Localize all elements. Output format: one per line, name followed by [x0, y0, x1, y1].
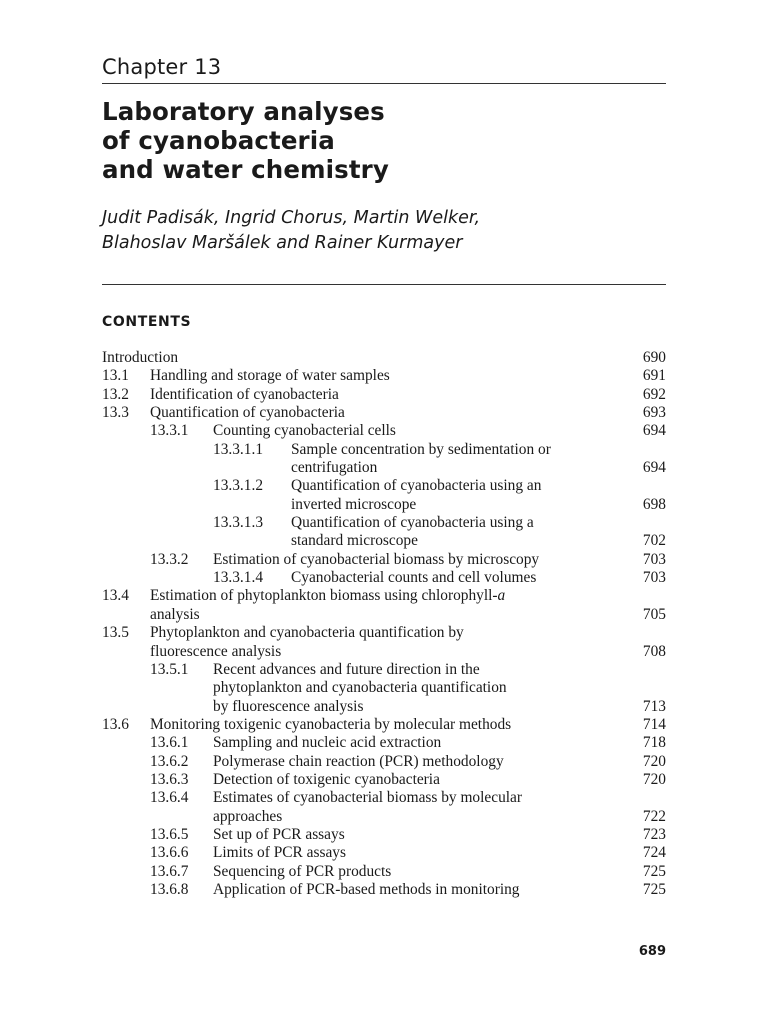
toc-entry: [102, 643, 666, 661]
toc-entry-title: inverted microscope: [291, 495, 417, 513]
toc-entry-number: 13.3: [102, 404, 129, 422]
chapter-title-line: of cyanobacteria: [102, 126, 335, 155]
toc-entry-title: Polymerase chain reaction (PCR) methodology: [213, 752, 504, 770]
toc-entry-title: by fluorescence analysis: [213, 697, 364, 715]
toc-entry-page: 724: [642, 844, 666, 862]
toc-entry-title: centrifugation: [291, 459, 378, 477]
toc-entry-title: Introduction: [102, 349, 179, 366]
toc-entry-number: 13.5: [102, 624, 129, 642]
toc-entry-title: Counting cyanobacterial cells: [213, 422, 396, 440]
toc-entry: [102, 826, 666, 844]
toc-entry-page: 693: [642, 404, 666, 422]
toc-entry-title: phytoplankton and cyanobacteria quantification: [213, 679, 507, 697]
toc-entry-title: Recent advances and future direction in the: [213, 660, 480, 678]
toc-entry-title: Phytoplankton and cyanobacteria quantification by: [150, 624, 464, 642]
toc-entry-page: 694: [642, 459, 666, 477]
toc-entry-page: 708: [642, 642, 666, 660]
toc-entry-page: 725: [642, 862, 666, 880]
toc-entry-title: Estimation of cyanobacterial biomass by microscopy: [213, 550, 540, 568]
toc-entry: [102, 753, 666, 771]
toc-entry-page: 713: [642, 697, 666, 715]
toc-entry: [102, 569, 666, 587]
toc-entry-number: 13.6.5: [150, 825, 189, 843]
toc-entry-number: 13.6.4: [150, 789, 189, 807]
toc-entry-number: 13.6: [102, 715, 129, 733]
toc-entry-title: Limits of PCR assays: [213, 844, 346, 862]
toc-entry: [102, 477, 666, 495]
toc-entry-title: Quantification of cyanobacteria using a: [291, 514, 534, 532]
toc-entry-page: 691: [642, 367, 666, 385]
toc-entry-page: 694: [642, 422, 666, 440]
toc-entry-title: Sequencing of PCR products: [213, 862, 392, 880]
chapter-label: Chapter 13: [102, 55, 222, 79]
toc-entry-number: 13.6.7: [150, 862, 189, 880]
toc-entry: [102, 606, 666, 624]
toc-entry-number: 13.3.1.1: [213, 440, 264, 458]
author-line: Blahoslav Maršálek and Rainer Kurmayer: [102, 232, 463, 253]
toc-entry-title: Sample concentration by sedimentation or: [291, 440, 551, 458]
toc-entry: [102, 514, 666, 532]
book-page: [102, 54, 666, 899]
toc-entry-title: fluorescence analysis: [150, 642, 282, 660]
toc-entry-number: 13.2: [102, 385, 129, 403]
toc-entry: [102, 679, 666, 697]
toc-entry: [102, 441, 666, 459]
toc-entry: [102, 734, 666, 752]
toc-entry-title: standard microscope: [291, 532, 418, 550]
toc-entry: [102, 789, 666, 807]
contents-heading: CONTENTS: [102, 314, 192, 330]
toc-entry-number: 13.5.1: [150, 660, 189, 678]
toc-entry-number: 13.6.1: [150, 734, 189, 752]
toc-entry-number: 13.1: [102, 367, 129, 385]
toc-entry-title: Sampling and nucleic acid extraction: [213, 734, 442, 752]
toc-entry: [102, 496, 666, 514]
toc-entry-title: Detection of toxigenic cyanobacteria: [213, 770, 440, 788]
toc-entry-title: approaches: [213, 807, 283, 825]
header-rule: [102, 83, 666, 84]
section-rule: [102, 284, 666, 285]
table-of-contents: [102, 349, 666, 899]
toc-entry-page: 698: [642, 495, 666, 513]
toc-entry-number: 13.3.2: [150, 550, 189, 568]
toc-entry-page: 690: [642, 349, 666, 366]
toc-entry-title: Quantification of cyanobacteria: [150, 404, 345, 422]
toc-entry-page: 725: [642, 880, 666, 898]
toc-entry: [102, 422, 666, 440]
toc-entry-number: 13.3.1.3: [213, 514, 264, 532]
toc-entry: [102, 367, 666, 385]
toc-entry: [102, 698, 666, 716]
toc-entry-number: 13.6.2: [150, 752, 189, 770]
toc-entry: [102, 863, 666, 881]
chapter-title-line: Laboratory analyses: [102, 97, 385, 126]
toc-entry-number: 13.3.1.2: [213, 477, 264, 495]
toc-entry: [102, 386, 666, 404]
toc-entry-title: analysis: [150, 605, 200, 623]
toc-entry: [102, 881, 666, 899]
toc-entry-page: 705: [642, 605, 666, 623]
toc-entry-title: Quantification of cyanobacteria using an: [291, 477, 542, 495]
toc-entry-page: 692: [642, 385, 666, 403]
page-number: 689: [638, 944, 666, 959]
toc-entry-page: 702: [642, 532, 666, 550]
toc-entry-title: Estimation of phytoplankton biomass using chlorophyll-a: [150, 587, 506, 605]
toc-entry-page: 722: [642, 807, 666, 825]
toc-entry-title: Set up of PCR assays: [213, 825, 345, 843]
author-line: Judit Padisák, Ingrid Chorus, Martin Welker,: [102, 208, 481, 228]
toc-entry-page: 718: [642, 734, 666, 752]
toc-entry: [102, 404, 666, 422]
toc-entry: [102, 551, 666, 569]
toc-entry: [102, 808, 666, 826]
toc-entry-page: 703: [642, 550, 666, 568]
toc-entry-title: Estimates of cyanobacterial biomass by molecular: [213, 789, 522, 807]
toc-entry: [102, 624, 666, 642]
toc-entry-number: 13.6.3: [150, 770, 189, 788]
toc-entry-number: 13.6.6: [150, 844, 189, 862]
toc-entry-number: 13.3.1.4: [213, 569, 264, 587]
toc-entry: [102, 459, 666, 477]
toc-entry: [102, 587, 666, 605]
italic-variable: a: [497, 587, 506, 605]
toc-entry: [102, 716, 666, 734]
toc-entry-title: Identification of cyanobacteria: [150, 385, 339, 403]
authors: [102, 206, 666, 255]
toc-entry-title: Handling and storage of water samples: [150, 367, 390, 385]
toc-entry-title: Monitoring toxigenic cyanobacteria by molecular methods: [150, 715, 512, 733]
toc-entry-title: Application of PCR-based methods in monitoring: [213, 880, 520, 898]
chapter-title: [102, 97, 666, 184]
toc-entry: [102, 349, 666, 367]
toc-entry-page: 703: [642, 569, 666, 587]
toc-entry: [102, 771, 666, 789]
toc-entry-number: 13.6.8: [150, 880, 189, 898]
toc-entry-number: 13.3.1: [150, 422, 189, 440]
toc-entry-page: 720: [642, 770, 666, 788]
toc-entry-title: Cyanobacterial counts and cell volumes: [291, 569, 537, 587]
toc-entry-number: 13.4: [102, 587, 129, 605]
toc-entry: [102, 661, 666, 679]
chapter-title-line: and water chemistry: [102, 155, 389, 184]
toc-entry: [102, 532, 666, 550]
toc-entry: [102, 844, 666, 862]
toc-entry-page: 720: [642, 752, 666, 770]
toc-entry-page: 714: [642, 715, 666, 733]
toc-entry-page: 723: [642, 825, 666, 843]
